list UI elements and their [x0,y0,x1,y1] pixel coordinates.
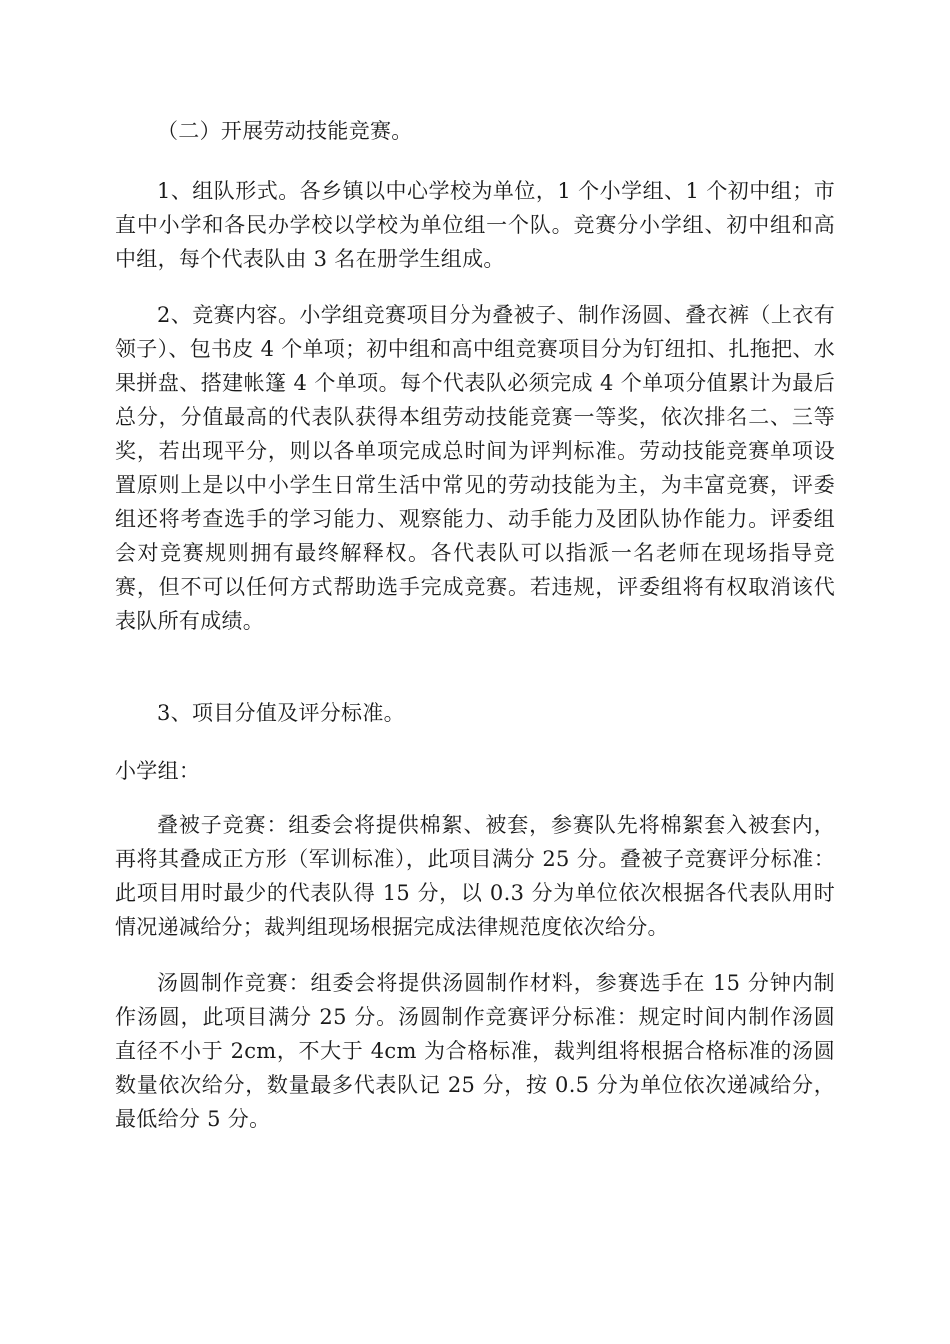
paragraph-scoring-heading: 3、项目分值及评分标准。 [157,701,405,725]
paragraph-quilt-folding: 叠被子竞赛：组委会将提供棉絮、被套，参赛队先将棉絮套入被套内，再将其叠成正方形（军训标准），此项目满分 25 分。叠被子竞赛评分标准：此项目用时最少的代表队得 15 分，以 0.3 分为单位依次根据各代表队用时情况递减给分；裁判组现场根据完成法律规范度依次给分。 [115,813,835,939]
section-heading: （二）开展劳动技能竞赛。 [157,119,413,143]
paragraph-tangyuan-making: 汤圆制作竞赛：组委会将提供汤圆制作材料，参赛选手在 15 分钟内制作汤圆，此项目满分 25 分。汤圆制作竞赛评分标准：规定时间内制作汤圆直径不小于 2cm，不大于 4cm 为合格标准，裁判组将根据合格标准的汤圆数量依次给分，数量最多代表队记 25 分，按 0.5 分为单位依次递减给分，最低给分 5 分。 [115,971,835,1131]
group-label: 小学组： [115,759,201,783]
paragraph-team-format: 1、组队形式。各乡镇以中心学校为单位，1 个小学组、1 个初中组；市直中小学和各民办学校以学校为单位组一个队。竞赛分小学组、初中组和高中组，每个代表队由 3 名在册学生组成。 [115,179,835,271]
paragraph-competition-content: 2、竞赛内容。小学组竞赛项目分为叠被子、制作汤圆、叠衣裤（上衣有领子）、包书皮 4 个单项；初中组和高中组竞赛项目分为钉纽扣、扎拖把、水果拼盘、搭建帐篷 4 个单项。每个代表队必须完成 4 个单项分值累计为最后总分，分值最高的代表队获得本组劳动技能竞赛一等奖，依次排名二、三等奖，若出现平分，则以各单项完成总时间为评判标准。劳动技能竞赛单项设置原则上是以中小学生日常生活中常见的劳动技能为主，为丰富竞赛，评委组还将考查选手的学习能力、观察能力、动手能力及团队协作能力。评委组会对竞赛规则拥有最终解释权。各代表队可以指派一名老师在现场指导竞赛，但不可以任何方式帮助选手完成竞赛。若违规，评委组将有权取消该代表队所有成绩。 [115,303,836,633]
